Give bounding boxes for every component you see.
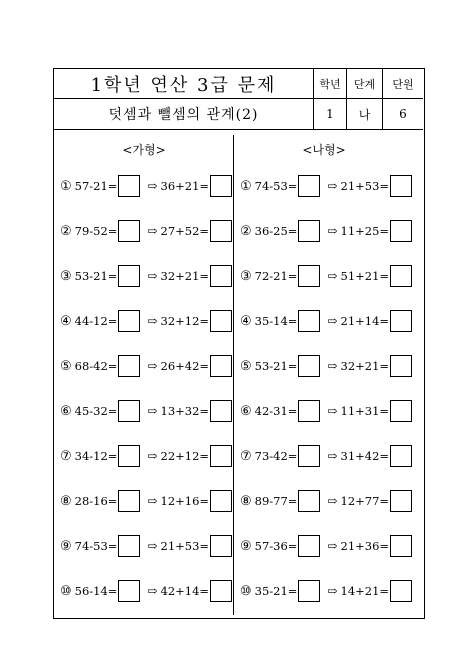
answer-box[interactable] (118, 175, 140, 197)
problem-row (240, 263, 412, 289)
answer-box[interactable] (390, 355, 412, 377)
problem-expression: 53-21= (74, 269, 118, 283)
problem-number: ③ (240, 268, 252, 284)
problem-expression: 74-53= (74, 539, 118, 553)
problem-expression: 42-31= (254, 404, 298, 418)
unit-header: 단원 (383, 69, 423, 99)
right-arrow-icon: ⇨ (327, 449, 338, 463)
right-arrow-icon: ⇨ (147, 269, 158, 283)
answer-box[interactable] (390, 535, 412, 557)
related-expression: 51+21= (340, 269, 390, 283)
problem-number: ⑤ (240, 358, 252, 374)
right-arrow-icon: ⇨ (147, 404, 158, 418)
answer-box[interactable] (210, 355, 232, 377)
problem-row (60, 398, 232, 424)
answer-box[interactable] (390, 265, 412, 287)
problem-number: ⑧ (60, 493, 72, 509)
problem-number: ⑧ (240, 493, 252, 509)
related-expression: 26+42= (160, 359, 210, 373)
problem-number: ⑦ (60, 448, 72, 464)
problem-expression: 34-12= (74, 449, 118, 463)
related-expression: 32+21= (340, 359, 390, 373)
right-arrow-icon: ⇨ (327, 494, 338, 508)
problem-row (60, 578, 232, 604)
level-value: 나 (347, 99, 383, 130)
level-header: 단계 (347, 69, 383, 99)
problem-row (240, 353, 412, 379)
right-arrow-icon: ⇨ (147, 179, 158, 193)
right-arrow-icon: ⇨ (327, 359, 338, 373)
answer-box[interactable] (118, 310, 140, 332)
answer-box[interactable] (298, 310, 320, 332)
related-expression: 36+21= (160, 179, 210, 193)
right-arrow-icon: ⇨ (327, 269, 338, 283)
related-expression: 14+21= (340, 584, 390, 598)
answer-box[interactable] (298, 400, 320, 422)
problem-row (60, 263, 232, 289)
problem-number: ⑨ (60, 538, 72, 554)
answer-box[interactable] (298, 490, 320, 512)
problem-expression: 73-42= (254, 449, 298, 463)
answer-box[interactable] (390, 310, 412, 332)
right-arrow-icon: ⇨ (147, 539, 158, 553)
problem-row (60, 488, 232, 514)
problem-row (60, 443, 232, 469)
answer-box[interactable] (210, 220, 232, 242)
problem-row (240, 173, 412, 199)
answer-box[interactable] (118, 355, 140, 377)
right-arrow-icon: ⇨ (147, 584, 158, 598)
problem-number: ⑩ (60, 583, 72, 599)
answer-box[interactable] (298, 355, 320, 377)
answer-box[interactable] (118, 535, 140, 557)
problem-row (240, 443, 412, 469)
problem-number: ⑦ (240, 448, 252, 464)
answer-box[interactable] (210, 265, 232, 287)
problem-expression: 56-14= (74, 584, 118, 598)
worksheet (53, 68, 425, 619)
answer-box[interactable] (118, 220, 140, 242)
problem-expression: 57-21= (74, 179, 118, 193)
related-expression: 11+31= (340, 404, 390, 418)
unit-value: 6 (383, 99, 423, 130)
problem-number: ④ (60, 313, 72, 329)
problem-group-a (54, 141, 234, 611)
problem-number: ② (60, 223, 72, 239)
problem-expression: 36-25= (254, 224, 298, 238)
right-arrow-icon: ⇨ (327, 539, 338, 553)
answer-box[interactable] (390, 220, 412, 242)
problem-expression: 53-21= (254, 359, 298, 373)
problem-number: ⑥ (60, 403, 72, 419)
problem-number: ③ (60, 268, 72, 284)
group-title-a: <가형> (122, 143, 166, 157)
problem-number: ① (60, 178, 72, 194)
problem-number: ⑨ (240, 538, 252, 554)
related-expression: 21+36= (340, 539, 390, 553)
related-expression: 11+25= (340, 224, 390, 238)
right-arrow-icon: ⇨ (147, 314, 158, 328)
related-expression: 21+53= (340, 179, 390, 193)
problem-row (60, 533, 232, 559)
related-expression: 31+42= (340, 449, 390, 463)
right-arrow-icon: ⇨ (327, 224, 338, 238)
answer-box[interactable] (118, 580, 140, 602)
problem-row (240, 488, 412, 514)
related-expression: 42+14= (160, 584, 210, 598)
group-title-b: <나형> (302, 143, 346, 157)
answer-box[interactable] (298, 265, 320, 287)
problem-expression: 74-53= (254, 179, 298, 193)
answer-box[interactable] (118, 400, 140, 422)
problem-row (60, 218, 232, 244)
problem-row (60, 173, 232, 199)
answer-box[interactable] (210, 535, 232, 557)
problem-expression: 89-77= (254, 494, 298, 508)
problem-row (60, 308, 232, 334)
right-arrow-icon: ⇨ (147, 224, 158, 238)
answer-box[interactable] (390, 580, 412, 602)
related-expression: 21+14= (340, 314, 390, 328)
answer-box[interactable] (390, 490, 412, 512)
problem-group-b (234, 141, 414, 611)
answer-box[interactable] (298, 175, 320, 197)
answer-box[interactable] (390, 445, 412, 467)
problem-expression: 44-12= (74, 314, 118, 328)
problem-row (240, 218, 412, 244)
problem-row (240, 533, 412, 559)
problem-expression: 35-21= (254, 584, 298, 598)
problem-expression: 68-42= (74, 359, 118, 373)
related-expression: 12+16= (160, 494, 210, 508)
problem-number: ⑤ (60, 358, 72, 374)
worksheet-header (54, 69, 423, 131)
right-arrow-icon: ⇨ (147, 494, 158, 508)
answer-box[interactable] (298, 220, 320, 242)
answer-box[interactable] (118, 490, 140, 512)
related-expression: 12+77= (340, 494, 390, 508)
problem-row (240, 398, 412, 424)
answer-box[interactable] (390, 175, 412, 197)
answer-box[interactable] (210, 175, 232, 197)
answer-box[interactable] (298, 445, 320, 467)
problem-row (240, 308, 412, 334)
related-expression: 32+21= (160, 269, 210, 283)
grade-header: 학년 (314, 69, 347, 99)
right-arrow-icon: ⇨ (327, 584, 338, 598)
answer-box[interactable] (210, 445, 232, 467)
problem-expression: 35-14= (254, 314, 298, 328)
problem-expression: 72-21= (254, 269, 298, 283)
right-arrow-icon: ⇨ (147, 359, 158, 373)
answer-box[interactable] (210, 400, 232, 422)
problem-number: ④ (240, 313, 252, 329)
answer-box[interactable] (118, 265, 140, 287)
problem-expression: 57-36= (254, 539, 298, 553)
problem-number: ② (240, 223, 252, 239)
answer-box[interactable] (210, 310, 232, 332)
worksheet-title: 1학년 연산 3급 문제 (54, 69, 314, 99)
grade-value: 1 (314, 99, 347, 130)
answer-box[interactable] (210, 580, 232, 602)
worksheet-subtitle: 덧셈과 뺄셈의 관계(2) (54, 99, 314, 130)
problem-row (240, 578, 412, 604)
problem-expression: 45-32= (74, 404, 118, 418)
problem-expression: 28-16= (74, 494, 118, 508)
related-expression: 21+53= (160, 539, 210, 553)
problem-number: ⑩ (240, 583, 252, 599)
right-arrow-icon: ⇨ (147, 449, 158, 463)
related-expression: 27+52= (160, 224, 210, 238)
answer-box[interactable] (210, 490, 232, 512)
related-expression: 32+12= (160, 314, 210, 328)
answer-box[interactable] (298, 535, 320, 557)
problem-number: ⑥ (240, 403, 252, 419)
related-expression: 13+32= (160, 404, 210, 418)
answer-box[interactable] (390, 400, 412, 422)
problem-expression: 79-52= (74, 224, 118, 238)
related-expression: 22+12= (160, 449, 210, 463)
right-arrow-icon: ⇨ (327, 404, 338, 418)
right-arrow-icon: ⇨ (327, 179, 338, 193)
answer-box[interactable] (118, 445, 140, 467)
answer-box[interactable] (298, 580, 320, 602)
problem-number: ① (240, 178, 252, 194)
right-arrow-icon: ⇨ (327, 314, 338, 328)
problem-row (60, 353, 232, 379)
